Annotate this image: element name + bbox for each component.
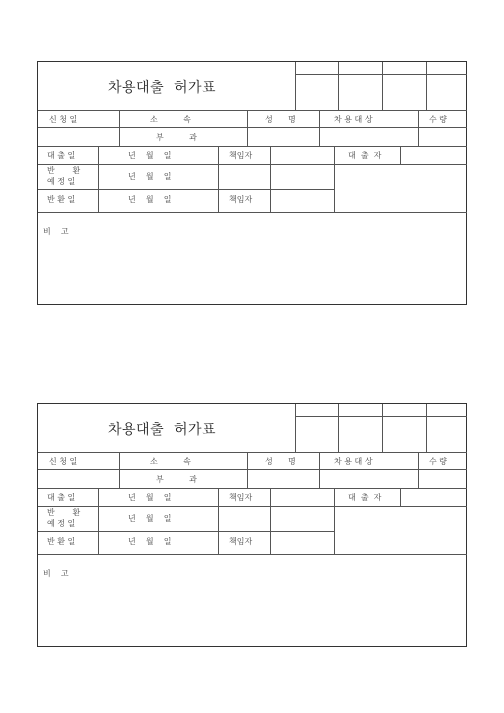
borrower-label: 대 출 자 [348, 151, 382, 160]
col-line [247, 110, 248, 146]
quantity-label: 수 량 [429, 457, 447, 466]
approval-grid-line [382, 404, 383, 452]
row-line [38, 146, 467, 147]
col-line [218, 488, 219, 554]
row-line [38, 189, 334, 190]
col-line [400, 146, 401, 164]
return-due-label-bottom: 예 정 일 [47, 519, 76, 528]
approval-grid-line [338, 62, 339, 110]
department-label: 부 과 [156, 475, 197, 484]
name-label: 성 명 [265, 457, 296, 466]
col-line [247, 452, 248, 488]
loan-item-label: 차 용 대 상 [334, 457, 373, 466]
borrower-label: 대 출 자 [348, 493, 382, 502]
return-date-label: 반 환 일 [47, 195, 76, 204]
col-line [218, 146, 219, 212]
col-line [98, 488, 99, 554]
remarks-label: 비 고 [43, 227, 69, 236]
form-title: 차용대출 허가표 [108, 80, 217, 96]
row-line [38, 164, 467, 165]
apply-date-label: 신 청 일 [49, 115, 78, 124]
col-line [270, 146, 271, 212]
affiliation-label: 소 속 [150, 115, 191, 124]
col-line [319, 452, 320, 488]
approval-grid-line [426, 404, 427, 452]
row-line [38, 469, 467, 470]
col-line [400, 488, 401, 506]
approval-grid-line [338, 404, 339, 452]
form-title: 차용대출 허가표 [108, 422, 217, 438]
return-due-ymd: 년 월 일 [128, 172, 172, 181]
return-date-ymd: 년 월 일 [128, 537, 172, 546]
col-line [418, 452, 419, 488]
remarks-label: 비 고 [43, 569, 69, 578]
department-label: 부 과 [156, 133, 197, 142]
row-line [38, 488, 467, 489]
loan-date-label: 대 출 일 [47, 493, 76, 502]
return-date-ymd: 년 월 일 [128, 195, 172, 204]
row-line [38, 554, 467, 555]
row-line [38, 452, 467, 453]
row-line [38, 212, 467, 213]
col-line [98, 146, 99, 212]
person-in-charge-label: 책임자 [229, 151, 253, 160]
person-in-charge-label: 책임자 [229, 493, 253, 502]
row-line [38, 127, 467, 128]
name-label: 성 명 [265, 115, 296, 124]
affiliation-label: 소 속 [150, 457, 191, 466]
return-due-ymd: 년 월 일 [128, 514, 172, 523]
return-person-in-charge-label: 책임자 [229, 195, 253, 204]
col-line [418, 110, 419, 146]
quantity-label: 수 량 [429, 115, 447, 124]
loan-item-label: 차 용 대 상 [334, 115, 373, 124]
approval-grid-line [382, 62, 383, 110]
col-line [319, 110, 320, 146]
return-date-label: 반 환 일 [47, 537, 76, 546]
return-due-label-top: 반 환 [47, 166, 81, 175]
row-line [38, 110, 467, 111]
loan-date-label: 대 출 일 [47, 151, 76, 160]
row-line [38, 531, 334, 532]
col-line [119, 110, 120, 146]
approval-grid-line [295, 62, 296, 110]
return-due-label-bottom: 예 정 일 [47, 177, 76, 186]
col-line [119, 452, 120, 488]
return-due-label-top: 반 환 [47, 508, 81, 517]
loan-date-ymd: 년 월 일 [128, 151, 172, 160]
approval-grid-line [295, 74, 467, 75]
col-line [334, 146, 335, 212]
return-person-in-charge-label: 책임자 [229, 537, 253, 546]
approval-grid-line [295, 416, 467, 417]
apply-date-label: 신 청 일 [49, 457, 78, 466]
approval-grid-line [295, 404, 296, 452]
approval-grid-line [426, 62, 427, 110]
loan-permit-form [37, 403, 467, 647]
loan-date-ymd: 년 월 일 [128, 493, 172, 502]
col-line [270, 488, 271, 554]
row-line [38, 506, 467, 507]
col-line [334, 488, 335, 554]
loan-permit-form [37, 61, 467, 305]
